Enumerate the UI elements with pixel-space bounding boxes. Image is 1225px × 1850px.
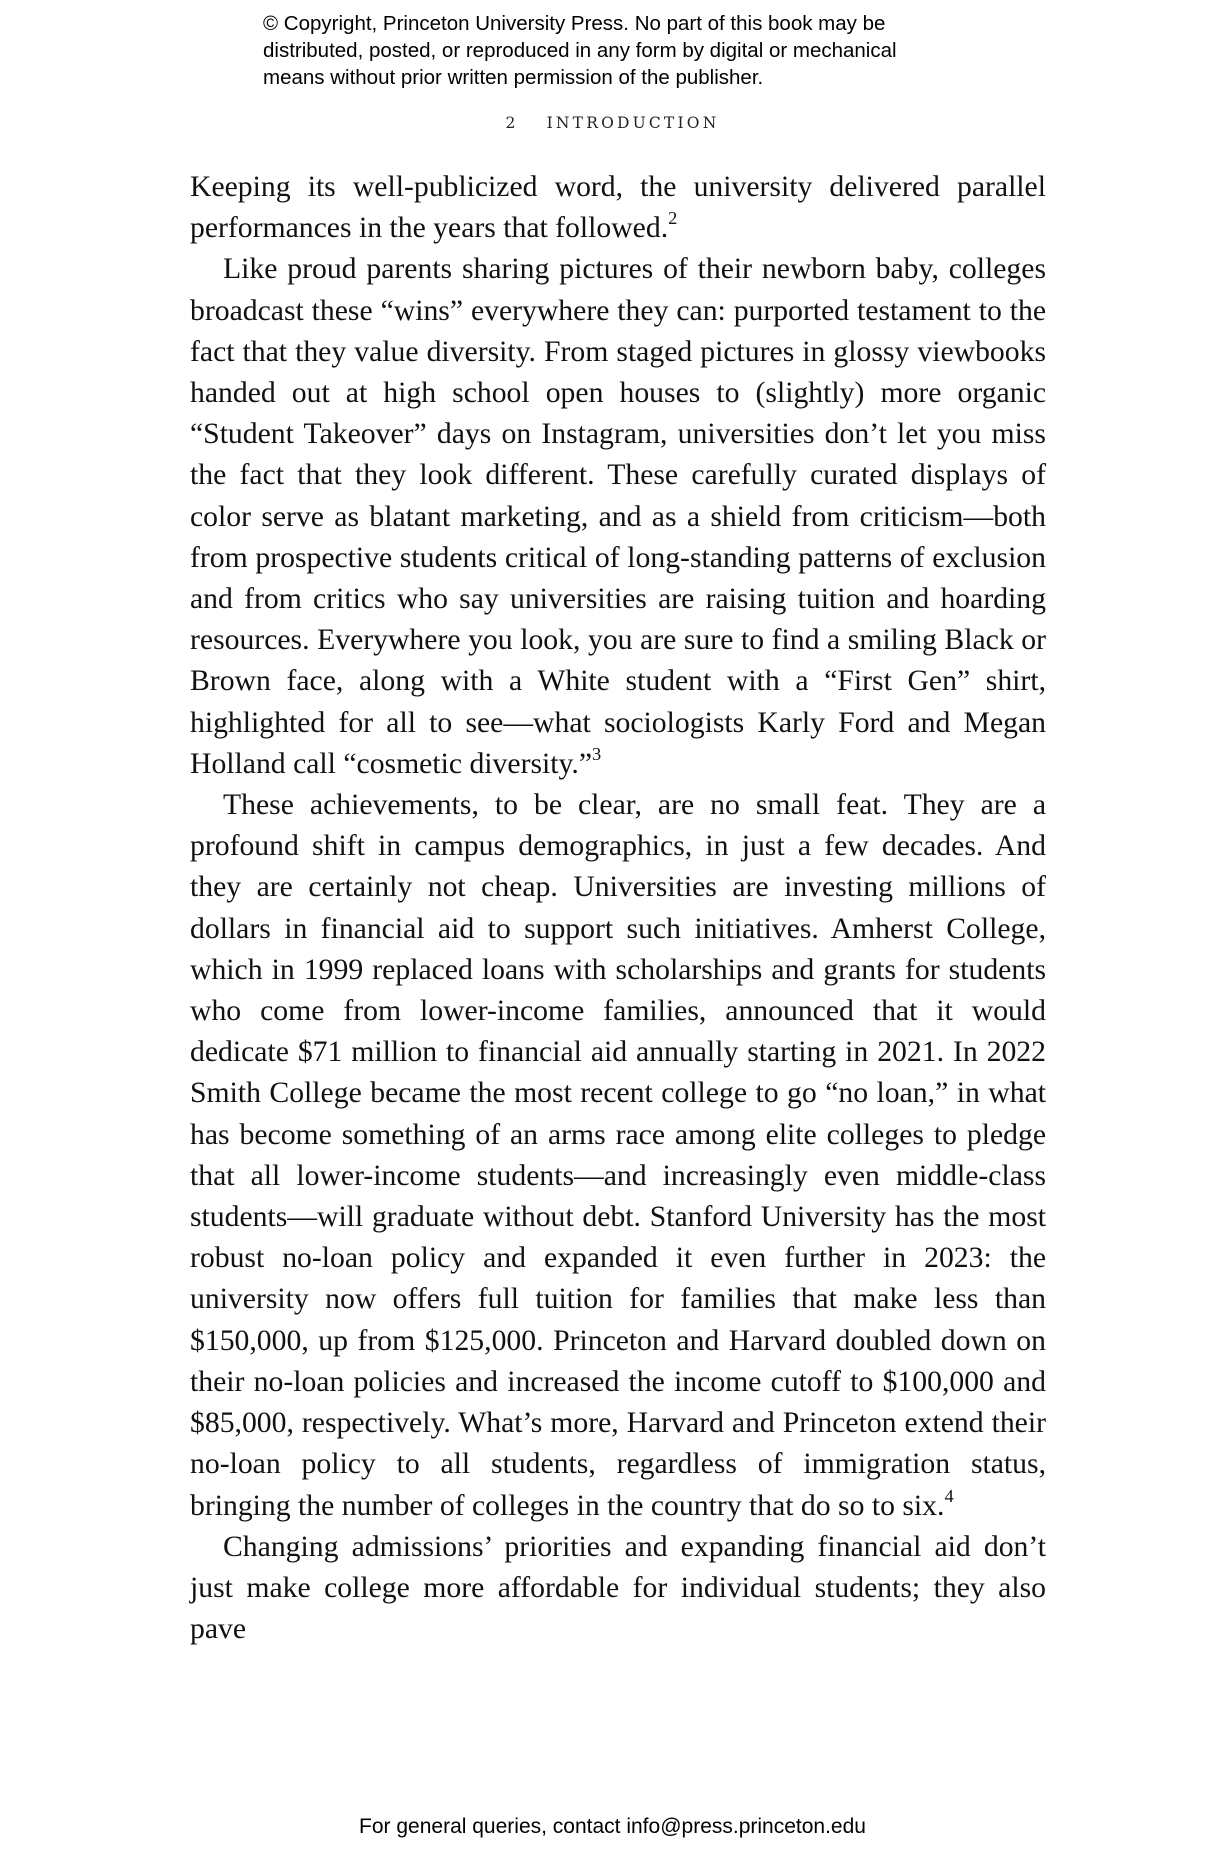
footnote-ref-4: 4 [944, 1485, 954, 1506]
running-head [0, 114, 1225, 132]
copyright-line-1: © Copyright, Princeton University Press. No part of this book may be [263, 12, 886, 35]
body-text [190, 167, 1046, 1650]
copyright-line-2: distributed, posted, or reproduced in any form by digital or mechanical [263, 39, 897, 62]
paragraph-2-text: Like proud parents sharing pictures of their newborn baby, colleges broadcast these “wins” everywhere they can: purported testament to the fact that they value diversity. From staged pictures in glossy viewbooks handed out at high school open houses to (slightly) more organic “Student Takeover” days on Instagram, universities don’t let you miss the fact that they look different. These carefully curated displays of color serve as blatant marketing, and as a shield from criticism—both from prospective students critical of long-standing patterns of exclusion and from critics who say universities are raising tuition and hoarding resources. Everywhere you look, you are sure to find a smiling Black or Brown face, along with a White student with a “First Gen” shirt, highlighted for all to see—what sociologists Karly Ford and Megan Holland call “cosmetic diversity.” [190, 253, 1046, 780]
paragraph-1 [190, 167, 1046, 249]
copyright-notice [263, 10, 1043, 91]
page-number: 2 [505, 114, 519, 132]
paragraph-3-text: These achievements, to be clear, are no small feat. They are a profound shift in campus demographics, in just a few decades. And they are certainly not cheap. Universities are investing millions of dollars in financial aid to support such initiatives. Amherst College, which in 1999 replaced loans with scholarships and grants for students who come from lower-income families, announced that it would dedicate $71 million to financial aid annually starting in 2021. In 2022 Smith College became the most recent college to go “no loan,” in what has become something of an arms race among elite colleges to pledge that all lower-income students—and increasingly even middle-class students—will graduate without debt. Stanford University has the most robust no-loan policy and expanded it even further in 2023: the university now offers full tuition for families that make less than $150,000, up from $125,000. Princeton and Harvard doubled down on their no-loan policies and increased the income cutoff to $100,000 and $85,000, respectively. What’s more, Harvard and Princeton extend their no-loan policy to all students, regardless of immigration status, bringing the number of colleges in the country that do so to six. [190, 789, 1046, 1522]
paragraph-4-text: Changing admissions’ priorities and expanding financial aid don’t just make college more affordable for individual students; they also pave [190, 1530, 1046, 1646]
paragraph-4 [190, 1527, 1046, 1651]
paragraph-2 [190, 249, 1046, 785]
footnote-ref-2: 2 [668, 207, 678, 228]
copyright-line-3: means without prior written permission of the publisher. [263, 66, 764, 89]
footer-contact: For general queries, contact info@press.princeton.edu [359, 1815, 866, 1838]
paragraph-3 [190, 785, 1046, 1527]
paragraph-1-text: Keeping its well-publicized word, the university delivered parallel performances in the years that followed. [190, 171, 1046, 245]
footnote-ref-3: 3 [592, 743, 602, 764]
section-title: INTRODUCTION [546, 114, 720, 132]
